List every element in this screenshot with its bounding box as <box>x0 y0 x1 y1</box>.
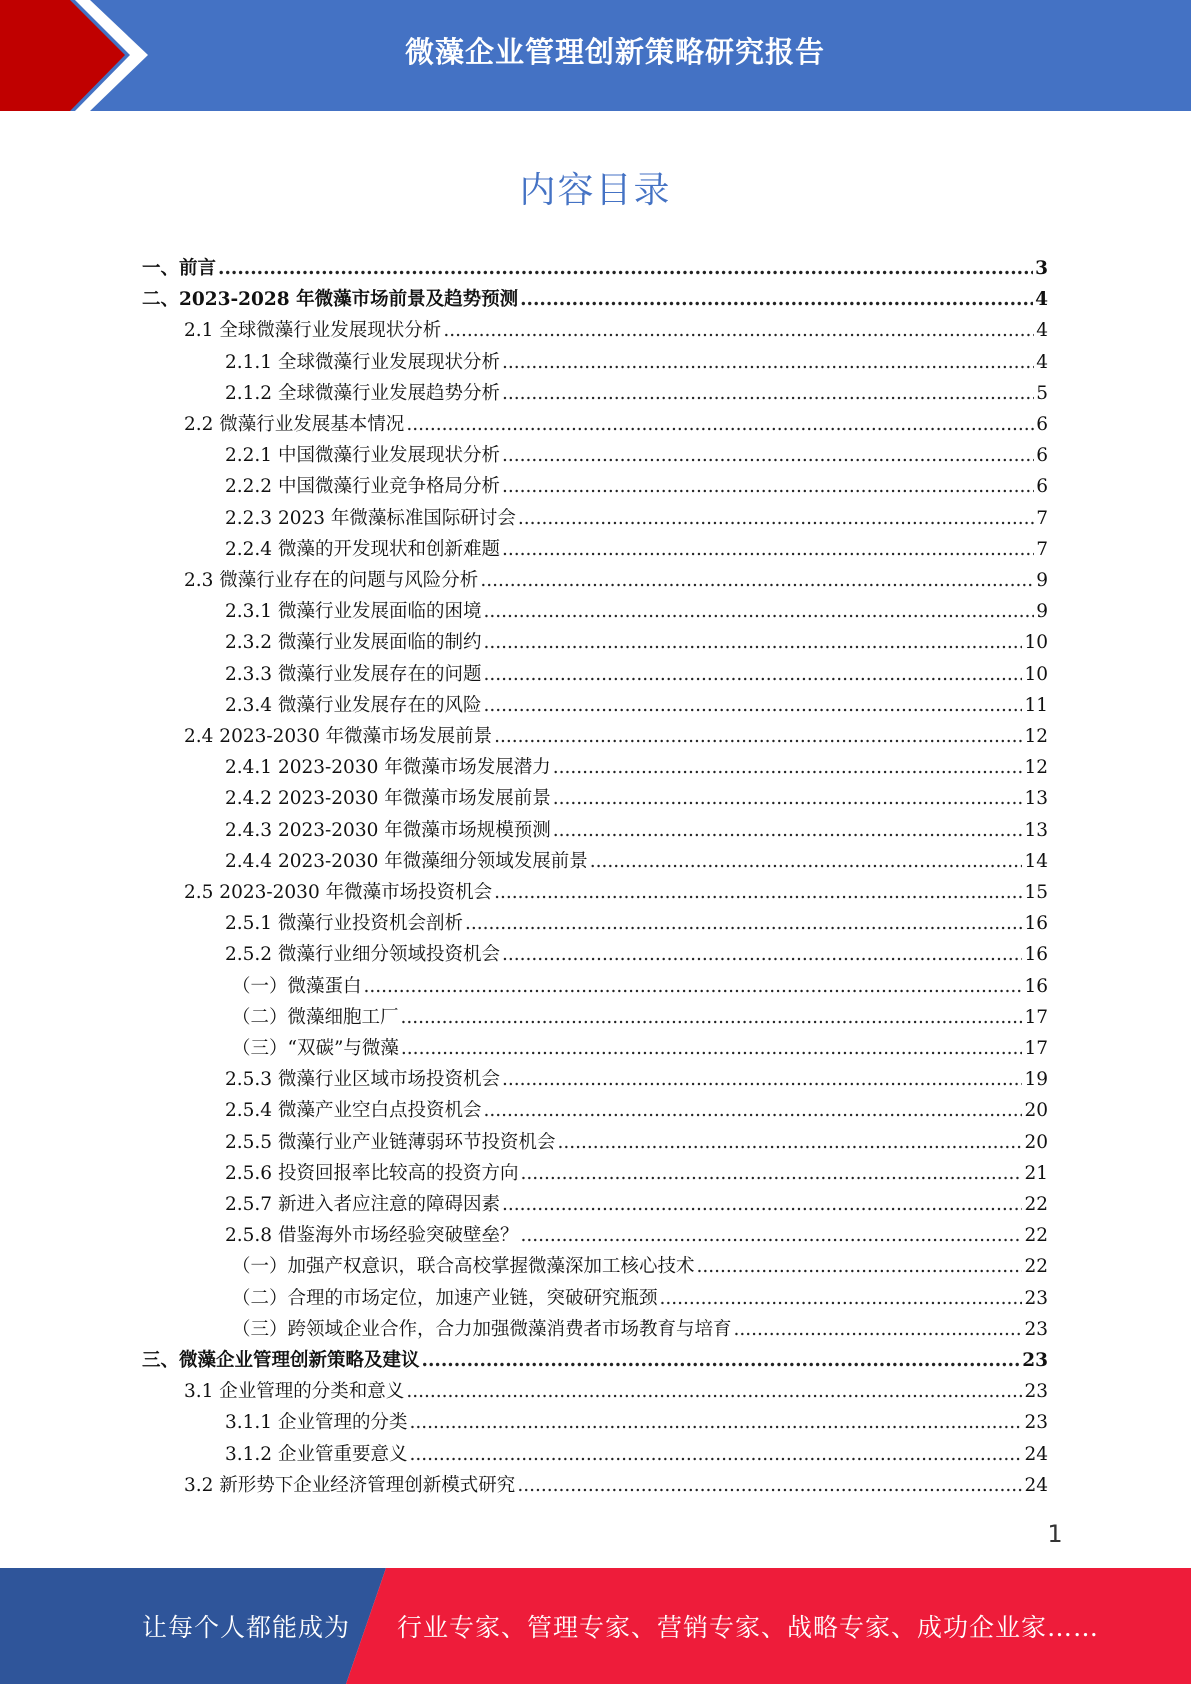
toc-dot-leader <box>518 508 1034 529</box>
toc-dot-leader <box>520 1225 1022 1246</box>
toc-dot-leader <box>502 352 1034 373</box>
toc-entry-title: 2.4.1 2023-2030 年微藻市场发展潜力 <box>225 757 551 779</box>
toc-entry[interactable] <box>184 722 1048 753</box>
toc-entry-page: 22 <box>1024 1225 1048 1247</box>
toc-dot-leader <box>553 820 1023 841</box>
toc-entry-page: 22 <box>1024 1256 1048 1278</box>
toc-entry-page: 12 <box>1024 726 1048 747</box>
toc-dot-leader <box>409 1412 1022 1433</box>
toc-entry-title: 2.3.2 微藻行业发展面临的制约 <box>225 632 482 654</box>
toc-entry-page: 10 <box>1024 663 1048 685</box>
header-banner <box>0 0 1191 111</box>
toc-dot-leader <box>480 570 1034 591</box>
toc-entry-page: 23 <box>1024 1287 1048 1309</box>
toc-entry-page: 21 <box>1024 1162 1048 1184</box>
toc-entry-page: 23 <box>1024 1412 1048 1434</box>
toc-dot-leader <box>364 976 1023 997</box>
toc-entry-page: 14 <box>1024 850 1048 872</box>
toc-entry[interactable] <box>225 379 1048 410</box>
toc-dot-leader <box>401 1007 1023 1028</box>
toc-entry[interactable] <box>225 909 1048 940</box>
toc-entry-title: 2.5.8 借鉴海外市场经验突破壁垒？ <box>225 1225 519 1247</box>
toc-dot-leader <box>502 476 1034 497</box>
toc-entry-page: 11 <box>1024 694 1048 716</box>
toc-entry[interactable] <box>184 316 1048 347</box>
toc-entry-page: 16 <box>1024 913 1048 935</box>
toc-entry-title: 2.2.4 微藻的开发现状和创新难题 <box>225 538 500 560</box>
toc-entry[interactable] <box>225 784 1048 815</box>
toc-entry-page: 4 <box>1036 351 1048 373</box>
toc-entry[interactable] <box>225 1440 1048 1471</box>
toc-entry[interactable] <box>232 972 1048 1003</box>
toc-entry[interactable] <box>225 847 1048 878</box>
toc-entry-page: 13 <box>1024 819 1048 841</box>
toc-entry[interactable] <box>225 691 1048 722</box>
toc-entry[interactable] <box>225 660 1048 691</box>
toc-dot-leader <box>520 1163 1022 1184</box>
toc-dot-leader <box>406 414 1034 435</box>
toc-entry-title: （一）微藻蛋白 <box>232 975 362 997</box>
toc-entry-title: 2.2 微藻行业发展基本情况 <box>184 414 405 435</box>
toc-entry[interactable] <box>225 535 1048 566</box>
toc-entry-title: （二）微藻细胞工厂 <box>232 1006 399 1028</box>
toc-entry-page: 23 <box>1022 1350 1048 1371</box>
toc-entry-page: 20 <box>1024 1131 1048 1153</box>
toc-entry[interactable] <box>225 1096 1048 1127</box>
toc-dot-leader <box>502 539 1034 560</box>
toc-entry-page: 4 <box>1036 320 1048 342</box>
toc-entry-page: 6 <box>1036 414 1048 435</box>
toc-dot-leader <box>465 913 1022 934</box>
toc-entry[interactable] <box>225 1221 1048 1252</box>
toc-entry-page: 4 <box>1035 289 1048 311</box>
toc-entry-title: 2.5 2023-2030 年微藻市场投资机会 <box>184 882 493 903</box>
toc-entry[interactable] <box>225 940 1048 971</box>
report-title: 微藻企业管理创新策略研究报告 <box>404 34 825 69</box>
toc-entry-title: 2.4.2 2023-2030 年微藻市场发展前景 <box>225 788 551 810</box>
toc-entry-title: 2.1 全球微藻行业发展现状分析 <box>184 320 442 342</box>
toc-entry[interactable] <box>225 472 1048 503</box>
toc-entry[interactable] <box>225 1065 1048 1096</box>
toc-dot-leader <box>401 1038 1023 1059</box>
toc-entry-title: 3.1 企业管理的分类和意义 <box>184 1381 405 1403</box>
toc-entry-title: 2.4 2023-2030 年微藻市场发展前景 <box>184 726 493 747</box>
toc-entry-page: 19 <box>1024 1069 1048 1091</box>
footer-slogan-left: 让每个人都能成为 <box>142 1613 351 1642</box>
toc-entry[interactable] <box>225 1128 1048 1159</box>
toc-entry-page: 24 <box>1024 1474 1048 1496</box>
toc-entry-page: 15 <box>1024 882 1048 903</box>
toc-entry[interactable] <box>184 410 1048 441</box>
toc-entry-title: 2.1.2 全球微藻行业发展趋势分析 <box>225 382 500 404</box>
toc-dot-leader <box>483 601 1034 622</box>
toc-entry-title: （三）跨领域企业合作，合力加强微藻消费者市场教育与培育 <box>232 1318 732 1340</box>
toc-dot-leader <box>443 320 1034 341</box>
toc-entry[interactable] <box>232 1252 1048 1283</box>
toc-entry-title: 2.3.4 微藻行业发展存在的风险 <box>225 694 482 716</box>
toc-entry-page: 13 <box>1024 788 1048 810</box>
toc-dot-leader <box>483 632 1022 653</box>
toc-entry-page: 23 <box>1024 1381 1048 1403</box>
toc-entry-title: 2.3 微藻行业存在的问题与风险分析 <box>184 570 479 591</box>
toc-entry-title: 2.4.4 2023-2030 年微藻细分领域发展前景 <box>225 850 588 872</box>
toc-entry-page: 7 <box>1036 538 1048 560</box>
toc-entry-title: 2.3.1 微藻行业发展面临的困境 <box>225 601 482 623</box>
toc-entry-title: 2.1.1 全球微藻行业发展现状分析 <box>225 351 500 373</box>
page-number: 1 <box>1047 1520 1063 1548</box>
toc-entry[interactable] <box>225 753 1048 784</box>
toc-entry-title: （二）合理的市场定位，加速产业链，突破研究瓶颈 <box>232 1287 658 1309</box>
toc-entry-title: 2.4.3 2023-2030 年微藻市场规模预测 <box>225 819 551 841</box>
toc-entry-title: 2.5.7 新进入者应注意的障碍因素 <box>225 1194 500 1215</box>
toc-dot-leader <box>502 1194 1022 1215</box>
toc-entry-title: 2.5.1 微藻行业投资机会剖析 <box>225 913 463 935</box>
toc-entry[interactable] <box>225 441 1048 472</box>
toc-entry[interactable] <box>232 1003 1048 1034</box>
toc-dot-leader <box>502 1069 1022 1090</box>
toc-dot-leader <box>557 1132 1022 1153</box>
toc-entry-title: 2.5.2 微藻行业细分领域投资机会 <box>225 944 500 966</box>
toc-dot-leader <box>483 1100 1022 1121</box>
toc-entry[interactable] <box>142 1346 1048 1377</box>
toc-entry[interactable] <box>142 285 1048 316</box>
toc-entry-page: 22 <box>1024 1194 1048 1215</box>
toc-entry[interactable] <box>232 1315 1048 1346</box>
toc-entry-page: 12 <box>1024 757 1048 779</box>
toc-entry-page: 17 <box>1024 1038 1048 1059</box>
toc-entry-title: 3.1.2 企业管重要意义 <box>225 1443 408 1465</box>
toc-entry-page: 5 <box>1036 382 1048 404</box>
footer-slogan-right: 行业专家、管理专家、营销专家、战略专家、成功企业家…… <box>397 1613 1100 1642</box>
toc-entry-title: 三、微藻企业管理创新策略及建议 <box>142 1350 420 1371</box>
toc-dot-leader <box>422 1350 1021 1371</box>
toc-entry-title: （一）加强产权意识，联合高校掌握微藻深加工核心技术 <box>232 1256 695 1278</box>
toc-heading: 内容目录 <box>519 170 672 211</box>
toc-entry[interactable] <box>225 597 1048 628</box>
toc-entry[interactable] <box>184 878 1048 909</box>
toc-entry-title: 3.1.1 企业管理的分类 <box>225 1412 408 1434</box>
toc-dot-leader <box>406 1381 1022 1402</box>
toc-dot-leader <box>409 1444 1022 1465</box>
toc-entry-page: 16 <box>1024 944 1048 966</box>
toc-entry-page: 24 <box>1024 1443 1048 1465</box>
toc-entry-title: 3.2 新形势下企业经济管理创新模式研究 <box>184 1474 516 1496</box>
toc-entry-title: 2.2.2 中国微藻行业竞争格局分析 <box>225 476 500 498</box>
toc-entry-title: （三）“双碳”与微藻 <box>232 1038 399 1059</box>
toc-entry-page: 6 <box>1036 476 1048 498</box>
toc-entry-page: 3 <box>1035 258 1048 279</box>
toc-entry-page: 20 <box>1024 1100 1048 1122</box>
toc-entry-page: 23 <box>1024 1318 1048 1340</box>
footer-banner <box>0 1568 1191 1684</box>
toc-entry-title: 2.5.3 微藻行业区域市场投资机会 <box>225 1069 500 1091</box>
toc-entry-page: 9 <box>1036 570 1048 591</box>
toc-dot-leader <box>517 1475 1022 1496</box>
toc-entry[interactable] <box>142 254 1048 285</box>
toc-entry[interactable] <box>225 1190 1048 1221</box>
toc-entry-page: 17 <box>1024 1006 1048 1028</box>
toc-entry-title: 2.2.3 2023 年微藻标准国际研讨会 <box>225 507 516 529</box>
toc-dot-leader <box>520 289 1033 310</box>
toc-dot-leader <box>553 788 1023 809</box>
toc-entry[interactable] <box>184 1471 1048 1502</box>
toc-dot-leader <box>697 1256 1023 1277</box>
toc-entry-page: 6 <box>1036 445 1048 467</box>
toc-dot-leader <box>502 944 1022 965</box>
toc-dot-leader <box>483 664 1022 685</box>
toc-dot-leader <box>590 851 1023 872</box>
toc-entry[interactable] <box>225 816 1048 847</box>
toc-entry[interactable] <box>232 1034 1048 1065</box>
toc-entry-page: 7 <box>1036 507 1048 529</box>
toc-entry[interactable] <box>184 1377 1048 1408</box>
toc-entry-title: 一、前言 <box>142 258 217 279</box>
toc-dot-leader <box>734 1319 1023 1340</box>
toc-dot-leader <box>483 695 1022 716</box>
toc-entry-title: 2.5.5 微藻行业产业链薄弱环节投资机会 <box>225 1131 556 1153</box>
toc-entry[interactable] <box>225 1159 1048 1190</box>
toc-entry-title: 二、2023-2028 年微藻市场前景及趋势预测 <box>142 289 519 311</box>
toc-dot-leader <box>218 258 1033 279</box>
toc-entry[interactable] <box>225 348 1048 379</box>
toc-entry[interactable] <box>225 1408 1048 1439</box>
toc-entry[interactable] <box>232 1284 1048 1315</box>
toc-dot-leader <box>660 1288 1023 1309</box>
toc-dot-leader <box>494 882 1022 903</box>
toc-entry[interactable] <box>225 504 1048 535</box>
toc-dot-leader <box>494 726 1022 747</box>
toc-entry-page: 9 <box>1036 601 1048 623</box>
toc-dot-leader <box>502 383 1034 404</box>
toc-entry-page: 16 <box>1024 975 1048 997</box>
toc-entry-title: 2.5.6 投资回报率比较高的投资方向 <box>225 1162 519 1184</box>
toc-entry[interactable] <box>225 628 1048 659</box>
toc-dot-leader <box>553 757 1023 778</box>
toc-entry-title: 2.3.3 微藻行业发展存在的问题 <box>225 663 482 685</box>
toc-entry[interactable] <box>184 566 1048 597</box>
toc-entry-title: 2.5.4 微藻产业空白点投资机会 <box>225 1100 482 1122</box>
toc-entry-title: 2.2.1 中国微藻行业发展现状分析 <box>225 445 500 467</box>
toc-entry-page: 10 <box>1024 632 1048 654</box>
toc-dot-leader <box>502 445 1034 466</box>
